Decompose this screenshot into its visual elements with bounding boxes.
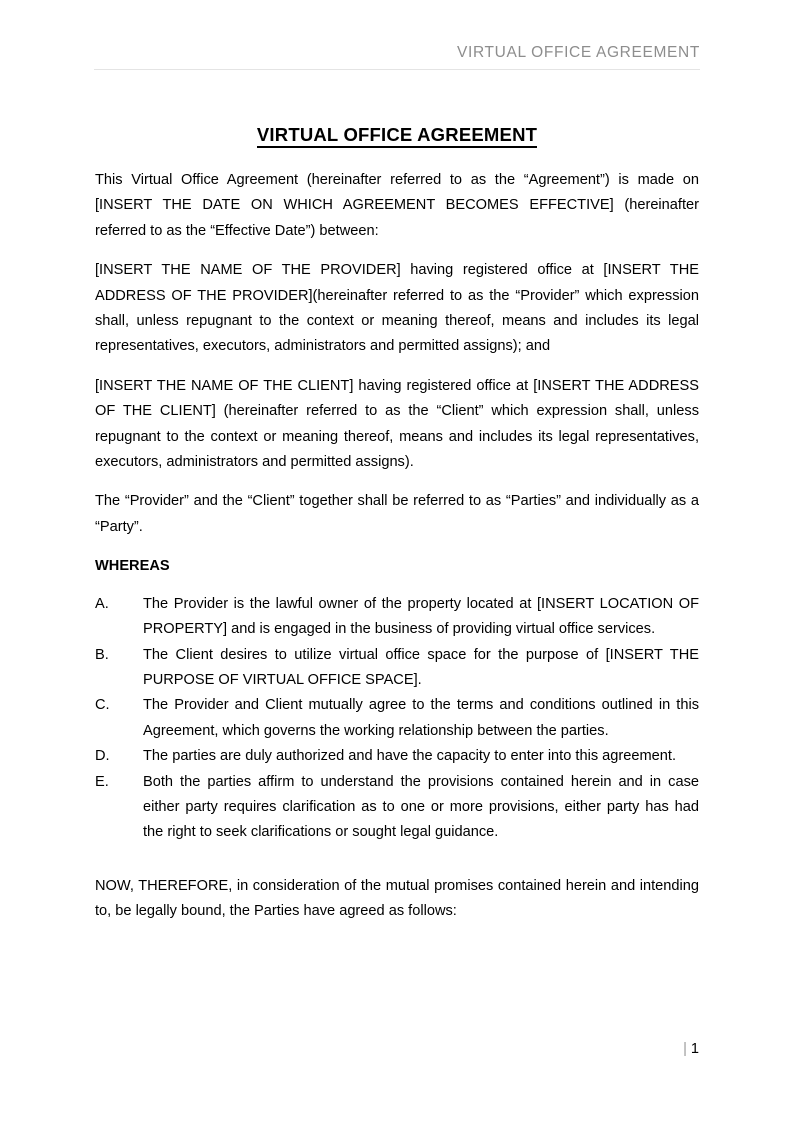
list-item: [95, 643, 699, 694]
list-item: [95, 744, 699, 769]
whereas-heading: WHEREAS: [95, 558, 170, 575]
list-item-marker: E.: [95, 773, 109, 790]
list-item-text: The Provider and Client mutually agree to the terms and conditions outlined in this Agreement, which governs the working relationship between the parties.: [143, 697, 699, 739]
closing-block: [95, 874, 699, 925]
list-item-text: The Client desires to utilize virtual office space for the purpose of [INSERT THE PURPOSE OF VIRTUAL OFFICE SPACE].: [143, 646, 699, 688]
list-item-marker: D.: [95, 748, 110, 765]
list-item-marker: C.: [95, 697, 110, 714]
list-item-text: The Provider is the lawful owner of the property located at [INSERT LOCATION OF PROPERTY] and is engaged in the business of providing virtual office services.: [143, 595, 699, 638]
running-header: [94, 44, 700, 70]
paragraph-recital-intro: This Virtual Office Agreement (hereinafter referred to as the “Agreement”) is made on [INSERT THE DATE ON WHICH AGREEMENT BECOMES EFFECTIVE] (hereinafter referred to as the “Effective Date”) between:: [95, 172, 699, 239]
paragraph-parties: The “Provider” and the “Client” together shall be referred to as “Parties” and individually as a “Party”.: [95, 493, 699, 535]
list-item-text: Both the parties affirm to understand the provisions contained herein and in case either party requires clarification as to one or more provisions, either party has had the right to seek clarifications or sought legal guidance.: [143, 773, 699, 841]
list-item-marker: A.: [95, 595, 109, 612]
page-footer: [95, 1038, 699, 1060]
footer-separator: |: [683, 1041, 687, 1057]
list-item: [95, 770, 699, 846]
paragraph-provider: [INSERT THE NAME OF THE PROVIDER] having registered office at [INSERT THE ADDRESS OF THE PROVIDER](hereinafter referred to as the “Provider” which expression shall, unless repugnant to the context or meaning thereof, means and includes its legal representatives, executors, administrators and permitted assigns); and: [95, 262, 699, 355]
list-item: [95, 592, 699, 643]
page-number: 1: [690, 1041, 699, 1057]
list-item: [95, 693, 699, 744]
page-title-text: VIRTUAL OFFICE AGREEMENT: [257, 124, 537, 148]
document-body: [95, 124, 699, 925]
running-header-title: VIRTUAL OFFICE AGREEMENT: [457, 44, 700, 61]
paragraph-client: [INSERT THE NAME OF THE CLIENT] having registered office at [INSERT THE ADDRESS OF THE CLIENT] (hereinafter referred to as the “Client” which expression shall, unless repugnant to the context or meaning thereof, means and includes its legal representatives, executors, administrators and permitted assigns).: [95, 377, 699, 471]
list-item-text: The parties are duly authorized and have the capacity to enter into this agreement.: [143, 748, 676, 765]
paragraph-now-therefore: NOW, THEREFORE, in consideration of the mutual promises contained herein and intending to, be legally bound, the Parties have agreed as follows:: [95, 877, 699, 920]
recitals-list: [95, 592, 699, 846]
list-item-marker: B.: [95, 646, 109, 663]
page-title: [95, 124, 699, 146]
